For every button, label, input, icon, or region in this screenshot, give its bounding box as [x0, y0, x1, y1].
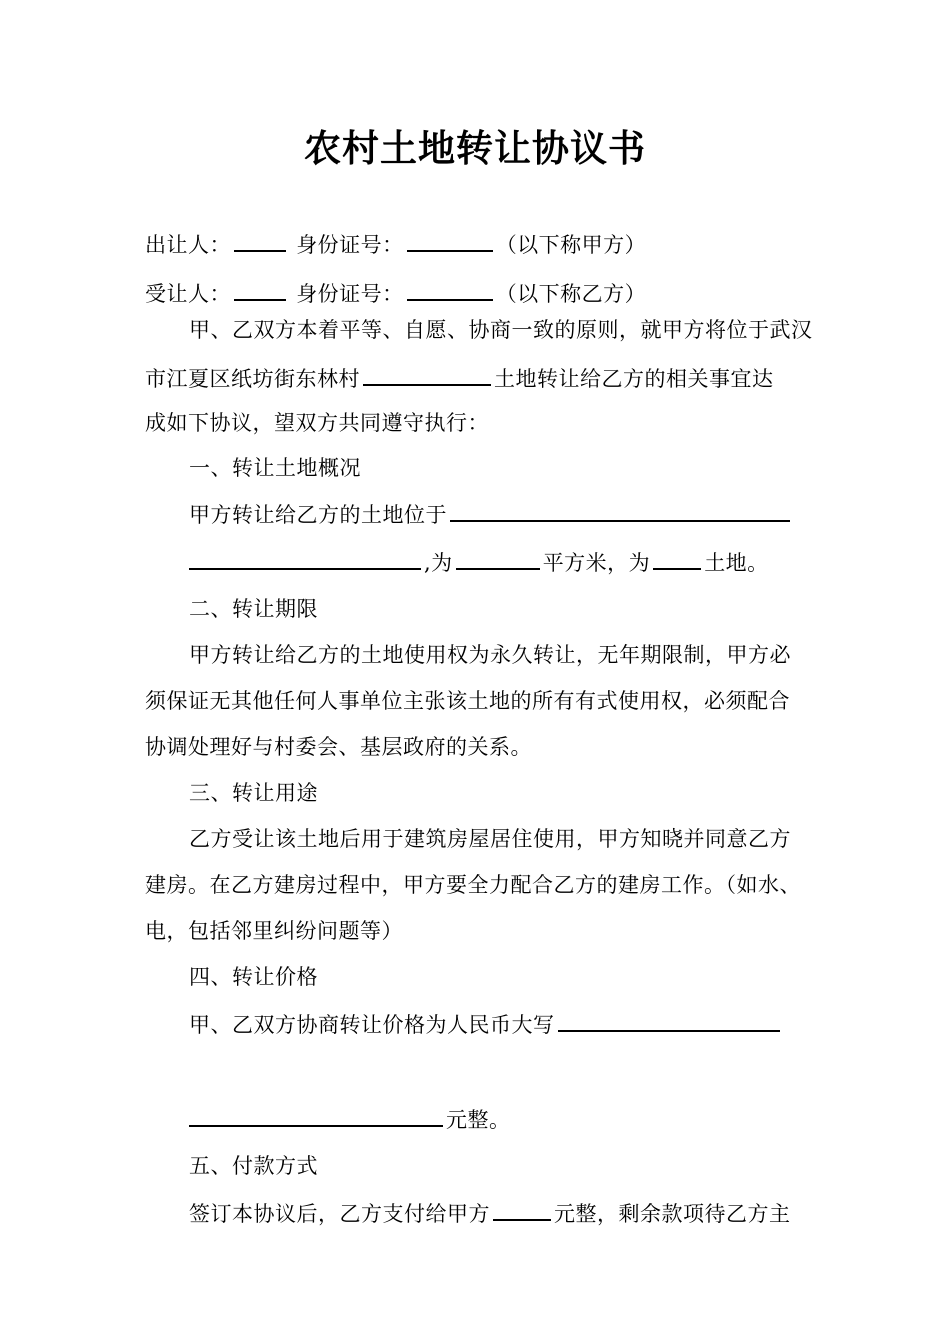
section-1-heading: 一、转让土地概况: [189, 456, 361, 480]
section-3-line-1: 乙方受让该土地后用于建筑房屋居住使用，甲方知晓并同意乙方: [189, 827, 791, 851]
transferor-name-blank[interactable]: [234, 228, 286, 252]
section-4-line-1: [189, 1008, 783, 1040]
price-label: 甲、乙双方协商转让价格为人民币大写: [189, 1013, 555, 1037]
intro-line-2: [145, 362, 774, 394]
village-plot-blank[interactable]: [363, 362, 491, 386]
payment-suffix: 元整，剩余款项待乙方主: [554, 1202, 791, 1226]
initial-payment-blank[interactable]: [493, 1197, 551, 1221]
price-words-blank[interactable]: [558, 1008, 780, 1032]
section-3-heading: 三、转让用途: [189, 781, 318, 805]
land-location-label: 甲方转让给乙方的土地位于: [189, 503, 447, 527]
payment-prefix: 签订本协议后，乙方支付给甲方: [189, 1202, 490, 1226]
section-1-line-1: [189, 498, 793, 530]
party-b-note: （以下称乙方）: [495, 282, 647, 306]
area-blank[interactable]: [456, 546, 540, 570]
intro-line-2a: 市江夏区纸坊街东林村: [145, 367, 360, 391]
section-3-line-3: 电，包括邻里纠纷问题等）: [145, 919, 403, 943]
intro-line-2b: 土地转让给乙方的相关事宜达: [494, 367, 774, 391]
intro-line-1: 甲、乙双方本着平等、自愿、协商一致的原则，就甲方将位于武汉: [189, 318, 813, 342]
transferor-label: 出让人：: [145, 233, 231, 257]
land-suffix: 土地。: [704, 551, 769, 575]
price-suffix: 元整。: [446, 1108, 511, 1132]
section-4-line-2: [189, 1103, 511, 1135]
section-3-line-2: 建房。在乙方建房过程中，甲方要全力配合乙方的建房工作。（如水、: [145, 873, 801, 897]
land-type-blank[interactable]: [653, 546, 701, 570]
area-prefix: ,为: [424, 551, 453, 575]
section-5-heading: 五、付款方式: [189, 1154, 318, 1178]
price-words-blank-2[interactable]: [189, 1103, 443, 1127]
document-title: 农村土地转让协议书: [304, 127, 646, 170]
section-4-heading: 四、转让价格: [189, 965, 318, 989]
transferee-line: [145, 277, 646, 309]
land-type-prefix: 平方米，为: [542, 551, 651, 575]
party-a-note: （以下称甲方）: [495, 233, 647, 257]
land-location-blank[interactable]: [450, 498, 790, 522]
transferor-id-blank[interactable]: [407, 228, 493, 252]
section-2-line-3: 协调处理好与村委会、基层政府的关系。: [145, 735, 532, 759]
transferee-label: 受让人：: [145, 282, 231, 306]
transferee-id-blank[interactable]: [407, 277, 493, 301]
section-1-line-2: [189, 546, 769, 578]
intro-line-3: 成如下协议，望双方共同遵守执行：: [145, 411, 489, 435]
transferor-id-label: 身份证号：: [296, 233, 404, 257]
section-2-line-1: 甲方转让给乙方的土地使用权为永久转让，无年期限制，甲方必: [189, 643, 791, 667]
section-2-heading: 二、转让期限: [189, 597, 318, 621]
land-location-blank-2[interactable]: [189, 546, 421, 570]
section-2-line-2: 须保证无其他任何人事单位主张该土地的所有有式使用权，必须配合: [145, 689, 790, 713]
transferee-id-label: 身份证号：: [296, 282, 404, 306]
section-5-line-1: [189, 1197, 791, 1229]
transferor-line: [145, 228, 646, 260]
transferee-name-blank[interactable]: [234, 277, 286, 301]
